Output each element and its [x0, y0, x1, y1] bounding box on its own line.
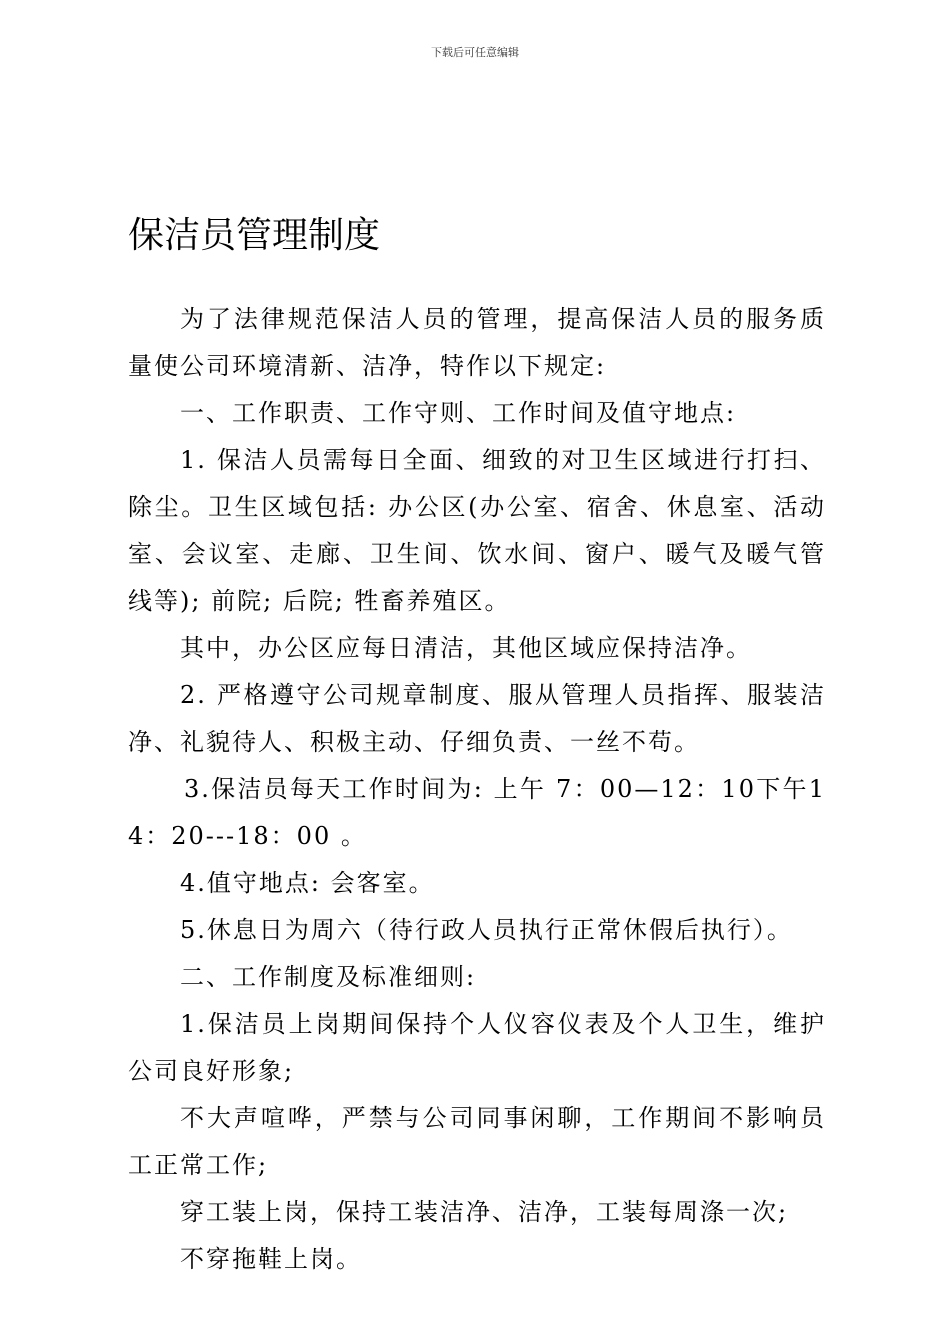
paragraph-item-4: 4.值守地点: 会客室。 [180, 869, 435, 897]
paragraph-item-5: 5.休息日为周六（待行政人员执行正常休假后执行）。 [180, 916, 793, 944]
paragraph-intro: 为了法律规范保洁人员的管理，提高保洁人员的服务质量使公司环境清新、洁净，特作以下规定: [128, 305, 826, 380]
paragraph-item-1: 1. 保洁人员需每日全面、细致的对卫生区域进行打扫、除尘。卫生区域包括: 办公区(办公室、宿舍、休息室、活动室、会议室、走廊、卫生间、饮水间、窗户、暖气及暖气管线等); 前院; 后院; 牲畜养殖区。 [128, 446, 826, 615]
paragraph-item-2: 2. 严格遵守公司规章制度、服从管理人员指挥、服装洁净、礼貌待人、积极主动、仔细负责、一丝不苟。 [128, 681, 826, 756]
paragraph-section-1-heading: 一、工作职责、工作守则、工作时间及值守地点: [180, 399, 737, 427]
paragraph-rule-1-b: 不大声喧哗，严禁与公司同事闲聊，工作期间不影响员工正常工作; [128, 1104, 826, 1179]
header-note: 下载后可任意编辑 [431, 46, 519, 59]
document-title: 保洁员管理制度 [128, 215, 381, 256]
paragraph-rule-1-d: 不穿拖鞋上岗。 [180, 1245, 362, 1273]
paragraph-section-2-heading: 二、工作制度及标准细则: [180, 963, 477, 991]
paragraph-item-1-note: 其中，办公区应每日清洁，其他区域应保持洁净。 [180, 634, 752, 662]
paragraph-item-3: 3.保洁员每天工作时间为: 上午 7：00—12：10下午14：20---18：00 。 [128, 775, 826, 850]
paragraph-rule-1: 1.保洁员上岗期间保持个人仪容仪表及个人卫生，维护公司良好形象; [128, 1010, 826, 1085]
document-body [128, 296, 826, 1283]
paragraph-rule-1-c: 穿工装上岗，保持工装洁净、洁净，工装每周涤一次; [180, 1198, 789, 1226]
